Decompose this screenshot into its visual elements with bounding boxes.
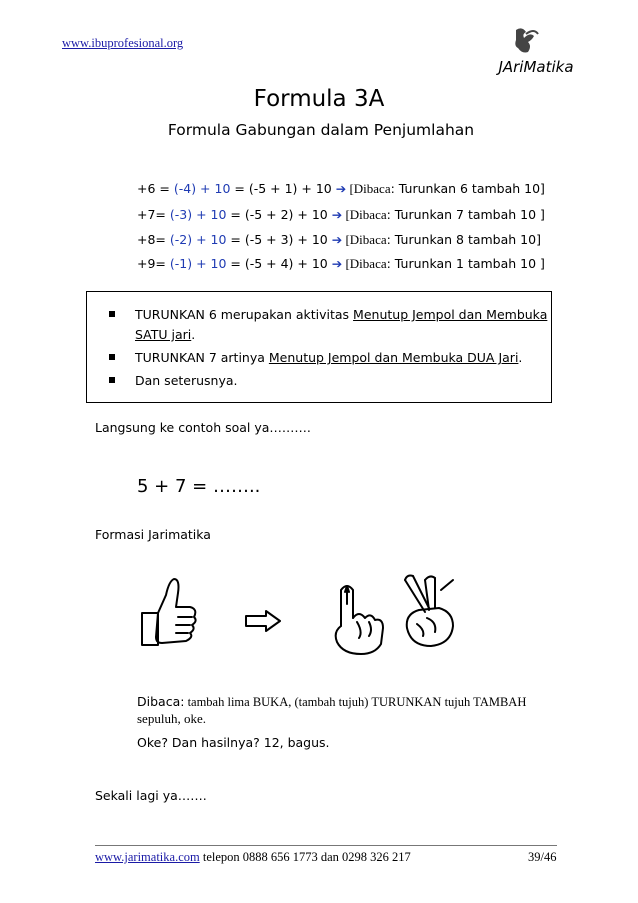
two-finger-hand-icon	[395, 570, 459, 654]
formula-line-2: +7= (-3) + 10 = (-5 + 2) + 10 ➔ [Dibaca: Turunkan 7 tambah 10 ]	[137, 207, 545, 222]
right-arrow-icon	[244, 609, 282, 633]
one-finger-hand-icon	[327, 578, 389, 658]
arrow-icon: ➔	[331, 232, 343, 247]
explanation-line-3: Oke? Dan hasilnya? 12, bagus.	[137, 735, 330, 750]
formula-line-1: +6 = (-4) + 10 = (-5 + 1) + 10 ➔ [Dibaca: Turunkan 6 tambah 10]	[137, 181, 545, 196]
logo-text: JAriMatika	[498, 58, 574, 76]
footer-url-link[interactable]: www.jarimatika.com	[95, 850, 200, 864]
intro-text: Langsung ke contoh soal ya……….	[95, 420, 311, 435]
bullet-icon	[109, 311, 115, 317]
notes-box: TURUNKAN 6 merupakan aktivitas Menutup Jempol dan Membuka SATU jari. TURUNKAN 7 artinya Menutup Jempol dan Membuka DUA Jari. Dan seterusnya.	[86, 291, 552, 403]
arrow-icon: ➔	[331, 256, 343, 271]
arrow-icon: ➔	[331, 207, 343, 222]
page-number: 39/46	[528, 850, 557, 864]
problem-text: 5 + 7 = ……..	[137, 476, 261, 497]
formula-line-4: +9= (-1) + 10 = (-5 + 4) + 10 ➔ [Dibaca: Turunkan 1 tambah 10 ]	[137, 256, 545, 271]
again-text: Sekali lagi ya…….	[95, 788, 207, 803]
page-title: Formula 3A	[253, 86, 385, 112]
explanation-line-2: sepuluh, oke.	[137, 711, 206, 726]
site-url-link[interactable]: www.ibuprofesional.org	[62, 36, 184, 50]
jarimatika-logo	[486, 24, 586, 80]
bullet-icon	[109, 354, 115, 360]
formula-line-3: +8= (-2) + 10 = (-5 + 3) + 10 ➔ [Dibaca: Turunkan 8 tambah 10]	[137, 232, 541, 247]
formation-label: Formasi Jarimatika	[95, 527, 211, 542]
bullet-icon	[109, 377, 115, 383]
page-subtitle: Formula Gabungan dalam Penjumlahan	[167, 121, 475, 139]
explanation-line-1: Dibaca: tambah lima BUKA, (tambah tujuh) TURUNKAN tujuh TAMBAH	[137, 694, 527, 709]
footer-contact: www.jarimatika.com telepon 0888 656 1773 dan 0298 326 217	[95, 850, 411, 864]
thumb-up-hand-icon	[136, 573, 200, 655]
footer-divider	[95, 845, 557, 846]
arrow-icon: ➔	[335, 181, 347, 196]
